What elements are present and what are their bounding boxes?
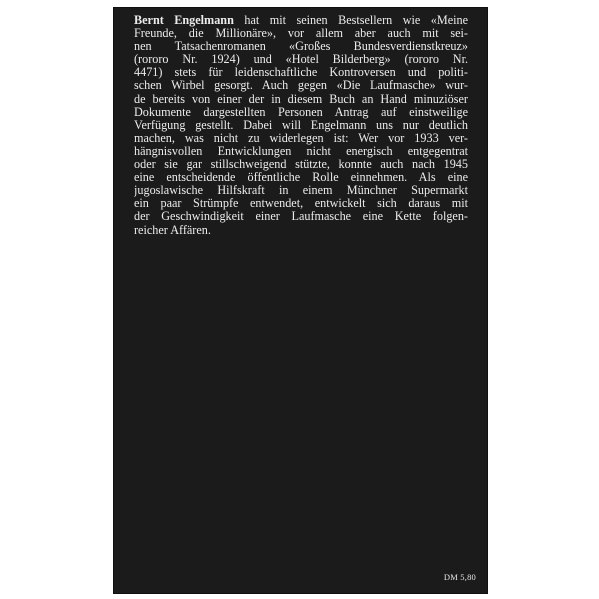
blurb-line: der Geschwindigkeit einer Laufmasche eine Kette folgen- <box>134 210 468 224</box>
blurb-line: ein paar Strümpfe entwendet, entwickelt sich daraus mit <box>134 197 468 211</box>
book-back-cover <box>113 7 488 594</box>
blurb-line: oder sie gar stillschweigend stützte, konnte auch nach 1945 <box>134 158 468 172</box>
blurb-line: reicher Affären. <box>134 223 211 237</box>
price-label: DM 5,80 <box>443 572 476 582</box>
blurb-line: eine entscheidende öffentliche Rolle einnehmen. Als eine <box>134 171 468 185</box>
blurb-line: Dokumente dargestellten Personen Antrag auf einstweilige <box>134 105 468 119</box>
blurb-line: 4471) stets für leidenschaftliche Kontroversen und politi- <box>134 66 468 80</box>
blurb-line: nen Tatsachenromanen «Großes Bundesverdienstkreuz» <box>134 40 468 54</box>
blurb-line: schen Wirbel gesorgt. Auch gegen «Die Laufmasche» wur- <box>134 79 468 93</box>
blurb-line: Freunde, die Millionäre», vor allem aber auch mit sei- <box>134 27 468 41</box>
author-name: Bernt Engelmann <box>134 14 234 27</box>
blurb-line: de bereits von einer der in diesem Buch an Hand minuziöser <box>134 92 468 106</box>
blurb-line: jugoslawische Hilfskraft in einem Münchner Supermarkt <box>134 184 468 198</box>
blurb-line: machen, was nicht zu widerlegen ist: Wer vor 1933 ver- <box>134 131 468 145</box>
blurb-line: (rororo Nr. 1924) und «Hotel Bilderberg» (rororo Nr. <box>134 53 468 67</box>
blurb-line: Verfügung gestellt. Dabei will Engelmann uns nur deutlich <box>134 118 468 132</box>
blurb-text <box>134 14 468 237</box>
blurb-line: hängnisvollen Entwicklungen nicht energisch entgegentrat <box>134 144 468 158</box>
blurb-line: Bernt Engelmann hat mit seinen Bestsellern wie «Meine <box>134 14 468 27</box>
